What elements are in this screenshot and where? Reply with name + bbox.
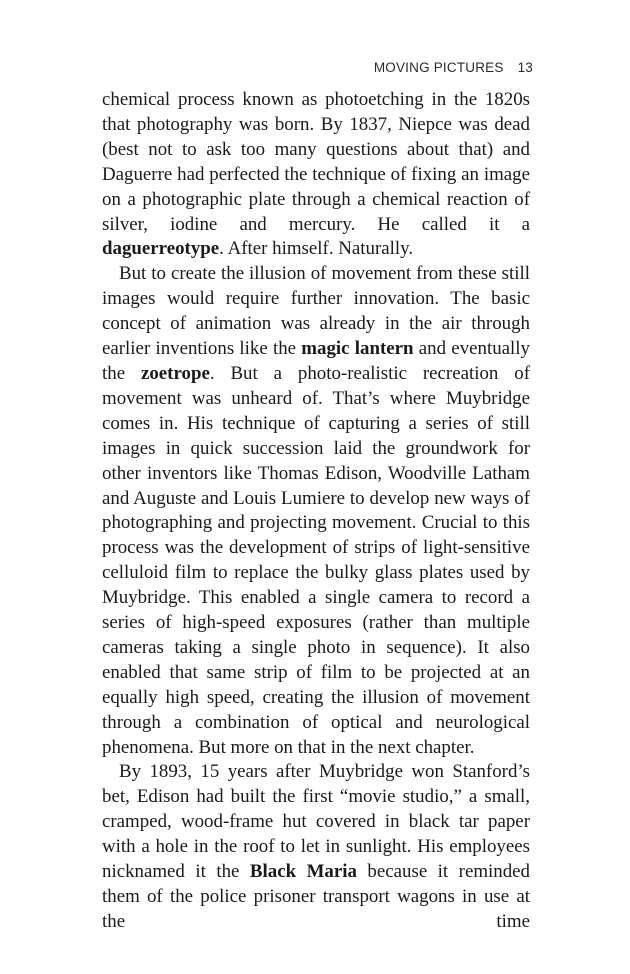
paragraph (102, 760, 530, 934)
text-run: . But a photo-realistic recreation of movement was unheard of. That’s where Muybridge comes in. His technique of capturing a series of still images in quick succession laid the groundwork for other inventors like Thomas Edison, Woodville Latham and Auguste and Louis Lumiere to develop new ways of photographing and projecting movement. Crucial to this process was the development of strips of light-sensitive celluloid film to replace the bulky glass plates used by Muybridge. This enabled a single camera to record a series of high-speed exposures (rather than multiple cameras taking a single photo in sequence). It also enabled that same strip of film to be projected at an equally high speed, creating the illusion of movement through a combination of optical and neurological phenomena. But more on that in the next chapter. (102, 362, 530, 758)
text-run: because it reminded them of the police prisoner transport wagons in use at the time (102, 861, 530, 932)
paragraph (102, 88, 530, 262)
text-run: But to create the illusion of movement from these still images would require further innovation. The basic concept of animation was already in the air through earlier inventions like the (102, 263, 530, 360)
page-number: 13 (517, 60, 533, 75)
paragraph (102, 262, 530, 760)
bold-term-zoetrope: zoetrope (140, 362, 210, 384)
bold-term-black-maria: Black Maria (249, 861, 357, 883)
running-title: MOVING PICTURES (373, 60, 504, 75)
text-run: By 1893, 15 years after Muybridge won Stanford’s bet, Edison had built the first “movie studio,” a small, cramped, wood-frame hut covered in black tar paper with a hole in the roof to let in sunlight. His employees nicknamed it the (102, 761, 530, 883)
text-run: . After himself. Naturally. (219, 238, 414, 260)
bold-term-daguerreotype: daguerreotype (102, 238, 220, 260)
body-text (102, 88, 530, 935)
text-run: chemical process known as photoetching in the 1820s that photography was born. By 1837, Niepce was dead (best not to ask too many questions about that) and Daguerre had perfected the technique of fixing an image on a photographic plate through a chemical reaction of silver, iodine and mercury. He called it a (102, 89, 530, 235)
text-run: and eventually the (102, 338, 530, 384)
running-header (374, 60, 533, 75)
bold-term-magic-lantern: magic lantern (301, 338, 414, 360)
